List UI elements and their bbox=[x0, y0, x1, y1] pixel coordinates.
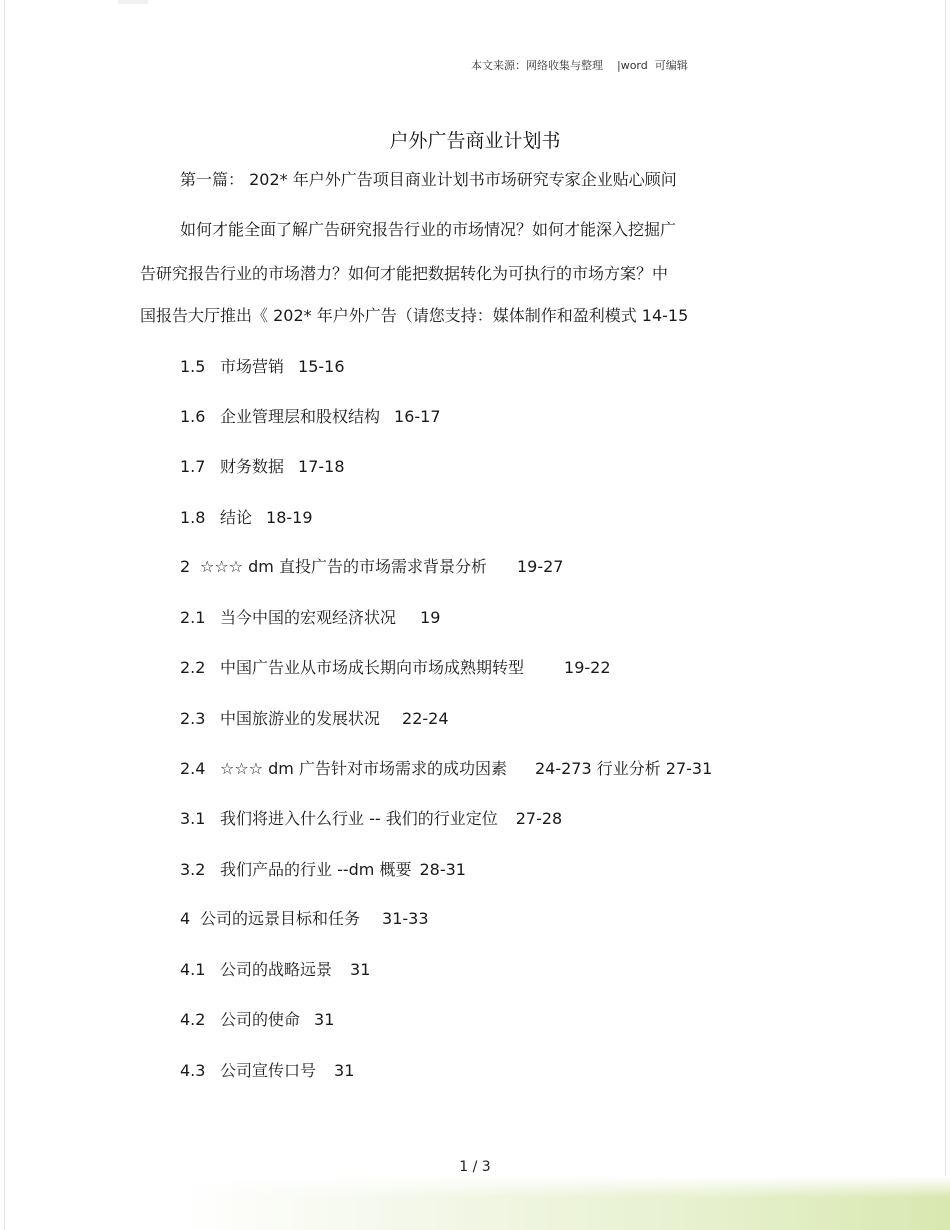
toc-entry bbox=[180, 354, 345, 377]
toc-pages: 17-18 bbox=[298, 457, 345, 476]
toc-label: 中国旅游业的发展状况 bbox=[220, 709, 381, 728]
document-title: 户外广告商业计划书 bbox=[389, 130, 561, 152]
toc-number: 1.6 bbox=[180, 407, 206, 426]
toc-label: 我们产品的行业 --dm 概要 bbox=[220, 860, 412, 879]
toc-label: ☆☆☆ dm 广告针对市场需求的成功因素 bbox=[220, 759, 507, 778]
toc-label: 公司宣传口号 bbox=[220, 1061, 317, 1080]
toc-entry bbox=[180, 706, 449, 729]
toc-number: 4 bbox=[180, 909, 191, 928]
toc-number: 2 bbox=[180, 557, 191, 576]
toc-pages: 19 bbox=[420, 608, 441, 627]
toc-label: 市场营销 bbox=[220, 357, 285, 376]
toc-label: 我们将进入什么行业 -- 我们的行业定位 bbox=[220, 809, 498, 828]
toc-number: 4.2 bbox=[180, 1010, 206, 1029]
toc-entry bbox=[180, 605, 440, 628]
toc-entry bbox=[180, 957, 370, 980]
toc-entry bbox=[180, 454, 345, 477]
toc-number: 2.4 bbox=[180, 759, 206, 778]
toc-entry bbox=[180, 857, 466, 880]
intro-line-3: 国报告大厅推出《 202* 年户外广告（请您支持：媒体制作和盈利模式 14-15 bbox=[140, 306, 689, 325]
toc-entry bbox=[180, 806, 562, 829]
toc-number: 3.2 bbox=[180, 860, 206, 879]
toc-pages: 19-27 bbox=[516, 557, 564, 576]
toc-label: 中国广告业从市场成长期向市场成熟期转型 bbox=[220, 658, 525, 677]
toc-pages: 22-24 bbox=[402, 709, 449, 728]
toc-pages: 15-16 bbox=[298, 357, 345, 376]
toc-entry bbox=[180, 554, 563, 577]
toc-number: 2.1 bbox=[180, 608, 206, 627]
toc-pages: 31 bbox=[334, 1061, 355, 1080]
toc-pages: 16-17 bbox=[394, 407, 441, 426]
toc-pages: 28-31 bbox=[419, 860, 466, 879]
footer-gradient-band bbox=[180, 1176, 950, 1230]
toc-pages: 31 bbox=[350, 960, 371, 979]
toc-entry bbox=[180, 1058, 354, 1081]
toc-pages: 27-28 bbox=[515, 809, 563, 828]
source-note: 本文来源：网络收集与整理 |word 可编辑 bbox=[471, 59, 688, 72]
intro-line-1: 如何才能全面了解广告研究报告行业的市场情况？如何才能深入挖掘广 bbox=[180, 220, 677, 239]
corner-mark bbox=[118, 0, 148, 4]
toc-number: 1.7 bbox=[180, 457, 206, 476]
toc-label: 公司的战略远景 bbox=[220, 960, 333, 979]
intro-line-2: 告研究报告行业的市场潜力？如何才能把数据转化为可执行的市场方案？中 bbox=[140, 264, 669, 283]
toc-pages: 31-33 bbox=[382, 909, 429, 928]
toc-label: 财务数据 bbox=[220, 457, 285, 476]
toc-entry bbox=[180, 655, 611, 678]
toc-number: 4.1 bbox=[180, 960, 206, 979]
toc-label: ☆☆☆ dm 直投广告的市场需求背景分析 bbox=[200, 557, 487, 576]
toc-number: 4.3 bbox=[180, 1061, 206, 1080]
toc-entry bbox=[180, 906, 429, 929]
toc-number: 1.8 bbox=[180, 508, 206, 527]
toc-label: 公司的使命 bbox=[220, 1010, 301, 1029]
toc-entry bbox=[180, 1007, 334, 1030]
toc-entry bbox=[180, 756, 712, 779]
page-number: 1 / 3 bbox=[459, 1159, 491, 1175]
toc-label: 企业管理层和股权结构 bbox=[220, 407, 381, 426]
toc-entry bbox=[180, 505, 313, 528]
toc-number: 2.2 bbox=[180, 658, 206, 677]
toc-pages: 19-22 bbox=[564, 658, 611, 677]
toc-label: 当今中国的宏观经济状况 bbox=[220, 608, 397, 627]
toc-number: 3.1 bbox=[180, 809, 206, 828]
toc-number: 2.3 bbox=[180, 709, 206, 728]
toc-pages: 18-19 bbox=[266, 508, 313, 527]
toc-entry bbox=[180, 404, 441, 427]
toc-pages: 31 bbox=[314, 1010, 335, 1029]
toc-label: 结论 bbox=[220, 508, 253, 527]
toc-number: 1.5 bbox=[180, 357, 206, 376]
toc-label: 公司的远景目标和任务 bbox=[200, 909, 361, 928]
toc-pages: 24-273 行业分析 27-31 bbox=[534, 759, 713, 778]
document-subtitle: 第一篇： 202* 年户外广告项目商业计划书市场研究专家企业贴心顾问 bbox=[180, 170, 677, 189]
